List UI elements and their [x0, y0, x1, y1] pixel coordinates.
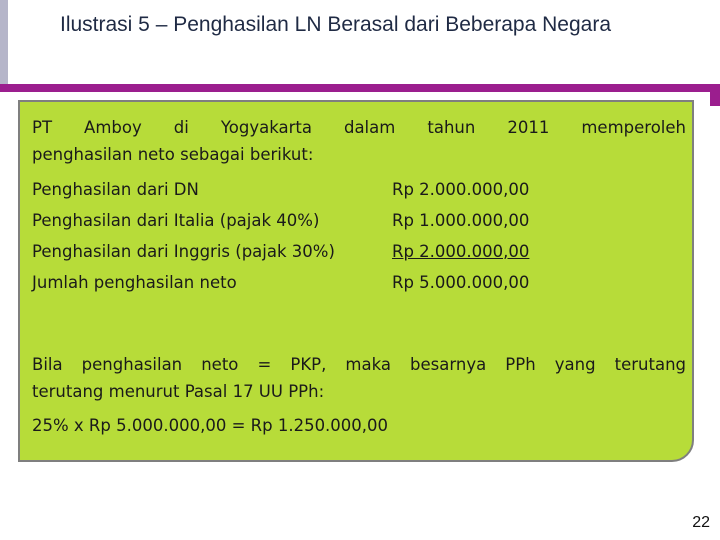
slide-title: Ilustrasi 5 – Penghasilan LN Berasal dari Beberapa Negara — [60, 13, 611, 36]
income-amount: Rp 1.000.000,00 — [392, 211, 530, 230]
page-number: 22 — [692, 514, 710, 531]
total-amount: Rp 5.000.000,00 — [392, 273, 530, 292]
income-amount: Rp 2.000.000,00 — [392, 242, 530, 261]
conclusion-line-1: Bila penghasilan neto = PKP, maka besarnya PPh yang terutang — [32, 355, 686, 374]
intro-line-1: PT Amboy di Yogyakarta dalam tahun 2011 memperoleh — [32, 118, 686, 137]
total-row — [32, 269, 612, 296]
income-row — [32, 238, 612, 265]
tax-calculation: 25% x Rp 5.000.000,00 = Rp 1.250.000,00 — [32, 416, 389, 435]
income-label: Penghasilan dari Inggris (pajak 30%) — [32, 242, 335, 261]
income-label: Penghasilan dari Italia (pajak 40%) — [32, 211, 320, 230]
income-label: Penghasilan dari DN — [32, 180, 199, 199]
decorative-right-tab — [710, 92, 720, 106]
title-divider — [0, 84, 720, 92]
intro-line-2: penghasilan neto sebagai berikut: — [32, 145, 314, 164]
decorative-left-bar — [0, 0, 8, 84]
income-amount: Rp 2.000.000,00 — [392, 180, 530, 199]
total-label: Jumlah penghasilan neto — [32, 273, 237, 292]
intro-paragraph — [32, 114, 686, 168]
conclusion-line-2: terutang menurut Pasal 17 UU PPh: — [32, 382, 325, 401]
income-row — [32, 176, 612, 203]
income-row — [32, 207, 612, 234]
conclusion-paragraph — [32, 351, 686, 405]
